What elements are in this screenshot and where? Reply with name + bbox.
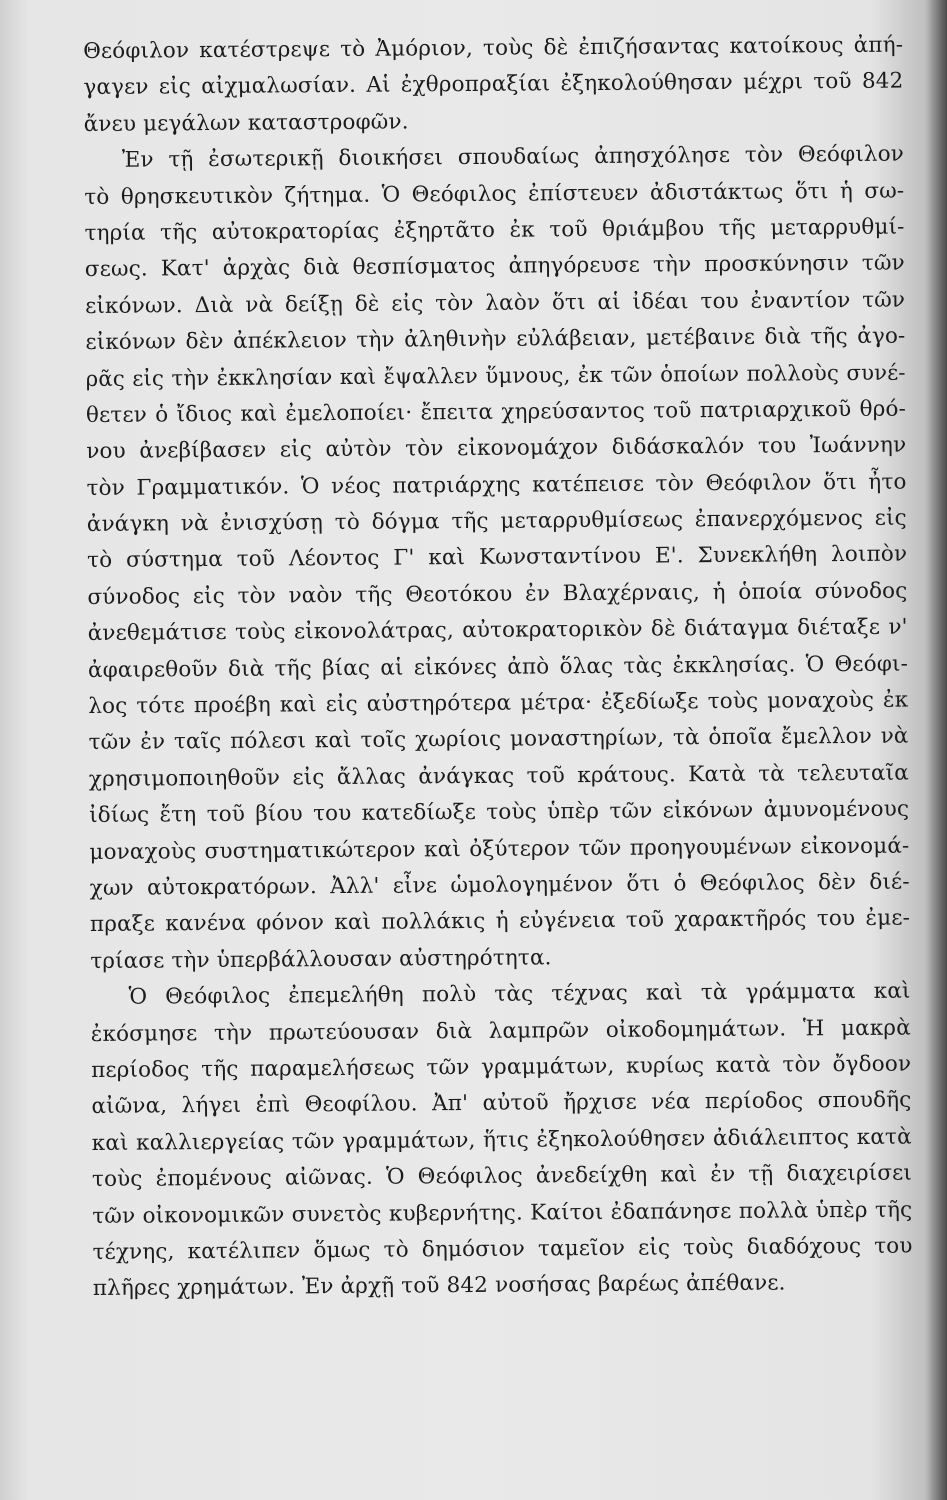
text-line: γαγεν εἰς αἰχμαλωσίαν. Αἱ ἐχθροπραξίαι ἐξηκολούθησαν μέχρι τοῦ 842: [83, 68, 904, 101]
text-line: ἰδίως ἔτη τοῦ βίου του κατεδίωξε τοὺς ὑπὲρ τῶν εἰκόνων ἀμυνομένους: [89, 796, 910, 829]
text-line: τῶν οἰκονομικῶν συνετὸς κυβερνήτης. Καίτοι ἐδαπάνησε πολλὰ ὑπὲρ τῆς: [92, 1197, 913, 1229]
text-line: ἀφαιρεθοῦν διὰ τῆς βίας αἱ εἰκόνες ἀπὸ ὅλας τὰς ἐκκλησίας. Ὁ Θεόφι-: [87, 651, 909, 683]
page-edge-shadow: [925, 0, 947, 1500]
text-line: Θεόφιλον κατέστρεψε τὸ Ἀμόριον, τοὺς δὲ ἐπιζήσαντας κατοίκους ἀπή-: [83, 32, 904, 64]
text-line: ρᾶς εἰς τὴν ἐκκλησίαν καὶ ἔψαλλεν ὕμνους, ἐκ τῶν ὁποίων πολλοὺς συνέ-: [85, 360, 906, 392]
text-line: τέχνης, κατέλιπεν ὅμως τὸ δημόσιον ταμεῖον εἰς τοὺς διαδόχους του: [92, 1233, 913, 1265]
text-line: πραξε κανένα φόνον καὶ πολλάκις ἡ εὐγένεια τοῦ χαρακτῆρός του ἐμε-: [89, 905, 911, 938]
paragraph-1: [83, 28, 904, 144]
text-line: χρησιμοποιηθοῦν εἰς ἄλλας ἀνάγκας τοῦ κράτους. Κατὰ τὰ τελευταῖα: [88, 760, 909, 792]
text-line: τὸ θρησκευτικὸν ζήτημα. Ὁ Θεόφιλος ἐπίστευεν ἀδιστάκτως ὅτι ἡ σω-: [84, 178, 905, 210]
text-line: τὸν Γραμματικόν. Ὁ νέος πατριάρχης κατέπεισε τὸν Θεόφιλον ὅτι ἦτο: [86, 469, 907, 501]
text-line: αἰῶνα, λήγει ἐπὶ Θεοφίλου. Ἀπ' αὐτοῦ ἤρχισε νέα περίοδος σπουδῆς: [91, 1087, 912, 1120]
text-line: λος τότε προέβη καὶ εἰς αὐστηρότερα μέτρα· ἐξεδίωξε τοὺς μοναχοὺς ἐκ: [88, 687, 909, 720]
page-body-text: [83, 28, 913, 1308]
paragraph-2: [84, 137, 911, 980]
text-line: Ὁ Θεόφιλος ἐπεμελήθη πολὺ τὰς τέχνας καὶ τὰ γράμματα καὶ: [128, 978, 911, 1010]
text-line: τηρία τῆς αὐτοκρατορίας ἐξηρτᾶτο ἐκ τοῦ θριάμβου τῆς μεταρρυθμί-: [84, 214, 905, 246]
text-line: ἄνευ μεγάλων καταστροφῶν.: [83, 109, 409, 137]
text-line: ἐκόσμησε τὴν πρωτεύουσαν διὰ λαμπρῶν οἰκοδομημάτων. Ἡ μακρὰ: [90, 1015, 911, 1047]
text-line: πλῆρες χρημάτων. Ἐν ἀρχῇ τοῦ 842 νοσήσας βαρέως ἀπέθανε.: [92, 1270, 786, 1302]
text-line: ἀνάγκη νὰ ἐνισχύσῃ τὸ δόγμα τῆς μεταρρυθμίσεως ἐπανερχόμενος εἰς: [86, 505, 907, 538]
text-line: μοναχοὺς συστηματικώτερον καὶ ὀξύτερον τῶν προηγουμένων εἰκονομά-: [89, 833, 910, 865]
text-line: καὶ καλλιεργείας τῶν γραμμάτων, ἥτις ἐξηκολούθησεν ἀδιάλειπτος κατὰ: [91, 1124, 912, 1156]
text-line: ἀνεθεμάτισε τοὺς εἰκονολάτρας, αὐτοκρατορικὸν δὲ διάταγμα διέταξε ν': [87, 614, 908, 647]
text-line: σύνοδος εἰς τὸν ναὸν τῆς Θεοτόκου ἐν Βλαχέρναις, ἡ ὁποία σύνοδος: [87, 578, 908, 610]
text-line: τρίασε τὴν ὑπερβάλλουσαν αὐστηρότητα.: [90, 945, 552, 974]
text-line: εἰκόνων δὲν ἀπέκλειον τὴν ἀληθινὴν εὐλάβειαν, μετέβαινε διὰ τῆς ἀγο-: [85, 323, 906, 356]
text-line: χων αὐτοκρατόρων. Ἀλλ' εἶνε ὡμολογημένον ὅτι ὁ Θεόφιλος δὲν διέ-: [89, 869, 910, 901]
text-line: εἰκόνων. Διὰ νὰ δείξῃ δὲ εἰς τὸν λαὸν ὅτι αἱ ἰδέαι του ἐναντίον τῶν: [85, 287, 906, 319]
text-line: σεως. Κατ' ἀρχὰς διὰ θεσπίσματος ἀπηγόρευσε τὴν προσκύνησιν τῶν: [84, 250, 905, 283]
text-line: Ἐν τῇ ἐσωτερικῇ διοικήσει σπουδαίως ἀπησχόλησε τὸν Θεόφιλον: [121, 141, 905, 173]
paragraph-3: [90, 974, 913, 1308]
text-line: τὸ σύστημα τοῦ Λέοντος Γ' καὶ Κωνσταντίνου Ε'. Συνεκλήθη λοιπὸν: [87, 542, 908, 574]
text-line: τῶν ἐν ταῖς πόλεσι καὶ τοῖς χωρίοις μοναστηρίων, τὰ ὁποῖα ἔμελλον νὰ: [88, 723, 909, 756]
text-line: τοὺς ἐπομένους αἰῶνας. Ὁ Θεόφιλος ἀνεδείχθη καὶ ἐν τῇ διαχειρίσει: [91, 1160, 913, 1193]
text-line: νου ἀνεβίβασεν εἰς αὐτὸν τὸν εἰκονομάχον διδάσκαλόν του Ἰωάννην: [86, 432, 907, 465]
text-line: περίοδος τῆς παραμελήσεως τῶν γραμμάτων, κυρίως κατὰ τὸν ὄγδοον: [91, 1051, 912, 1083]
text-line: θετεν ὁ ἴδιος καὶ ἐμελοποίει· ἔπειτα χηρεύσαντος τοῦ πατριαρχικοῦ θρό-: [85, 396, 907, 428]
